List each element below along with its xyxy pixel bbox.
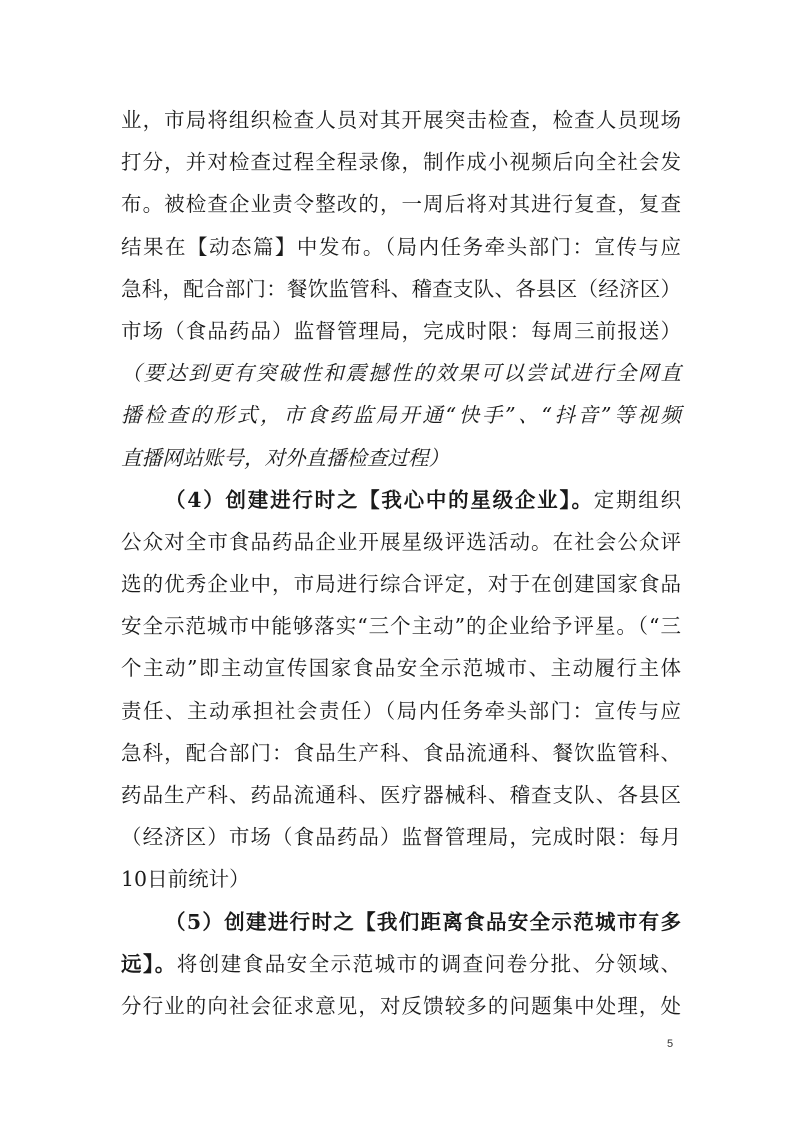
item5-second-line <box>121 943 681 985</box>
item5-heading-end: 远】。 <box>121 951 177 976</box>
text-line: 结果在【动态篇】中发布。（局内任务牵头部门：宣传与应 <box>121 234 681 259</box>
text-line: （经济区）市场（食品药品）监督管理局，完成时限：每月 <box>121 825 681 850</box>
text-line: 个主动”即主动宣传国家食品安全示范城市、主动履行主体 <box>121 656 681 681</box>
text-line: 公众对全市食品药品企业开展星级评选活动。在社会公众评 <box>121 529 681 554</box>
item4-heading: （4）创建进行时之【我心中的星级企业】。 <box>165 487 594 512</box>
italic-note-line: 直播网站账号，对外直播检查过程） <box>121 445 449 470</box>
item5-heading-line: （5）创建进行时之【我们距离食品安全示范城市有多 <box>165 909 681 934</box>
italic-note-line: 播检查的形式，市食药监局开通“快手”、“抖音”等视频 <box>121 403 681 428</box>
text-line: 选的优秀企业中，市局进行综合评定，对于在创建国家食品 <box>121 572 681 597</box>
item4-first-rest: 定期组织 <box>593 487 681 512</box>
text-line: 布。被检查企业责令整改的，一周后将对其进行复查，复查 <box>121 192 681 217</box>
text-line: 分行业的向社会征求意见，对反馈较多的问题集中处理，处 <box>121 993 681 1018</box>
text-line: 10日前统计） <box>121 867 250 892</box>
body-text <box>121 99 681 1027</box>
text-line: 安全示范城市中能够落实“三个主动”的企业给予评星。（“三 <box>121 614 681 639</box>
text-line: 责任、主动承担社会责任）（局内任务牵头部门：宣传与应 <box>121 698 681 723</box>
italic-note-line: （要达到更有突破性和震撼性的效果可以尝试进行全网直 <box>121 361 681 386</box>
page-number: 5 <box>667 1038 674 1050</box>
text-line: 市场（食品药品）监督管理局，完成时限：每周三前报送） <box>121 318 681 343</box>
item4-first-line <box>121 479 681 521</box>
text-line: 业，市局将组织检查人员对其开展突击检查，检查人员现场 <box>121 108 681 132</box>
text-line: 打分，并对检查过程全程录像，制作成小视频后向全社会发 <box>121 150 681 175</box>
text-line: 急科，配合部门：食品生产科、食品流通科、餐饮监管科、 <box>121 740 681 765</box>
item5-line2-rest: 将创建食品安全示范城市的调查问卷分批、分领域、 <box>176 951 682 976</box>
text-line: 药品生产科、药品流通科、医疗器械科、稽查支队、各县区 <box>121 783 681 807</box>
text-line: 急科，配合部门：餐饮监管科、稽查支队、各县区（经济区） <box>121 276 681 301</box>
